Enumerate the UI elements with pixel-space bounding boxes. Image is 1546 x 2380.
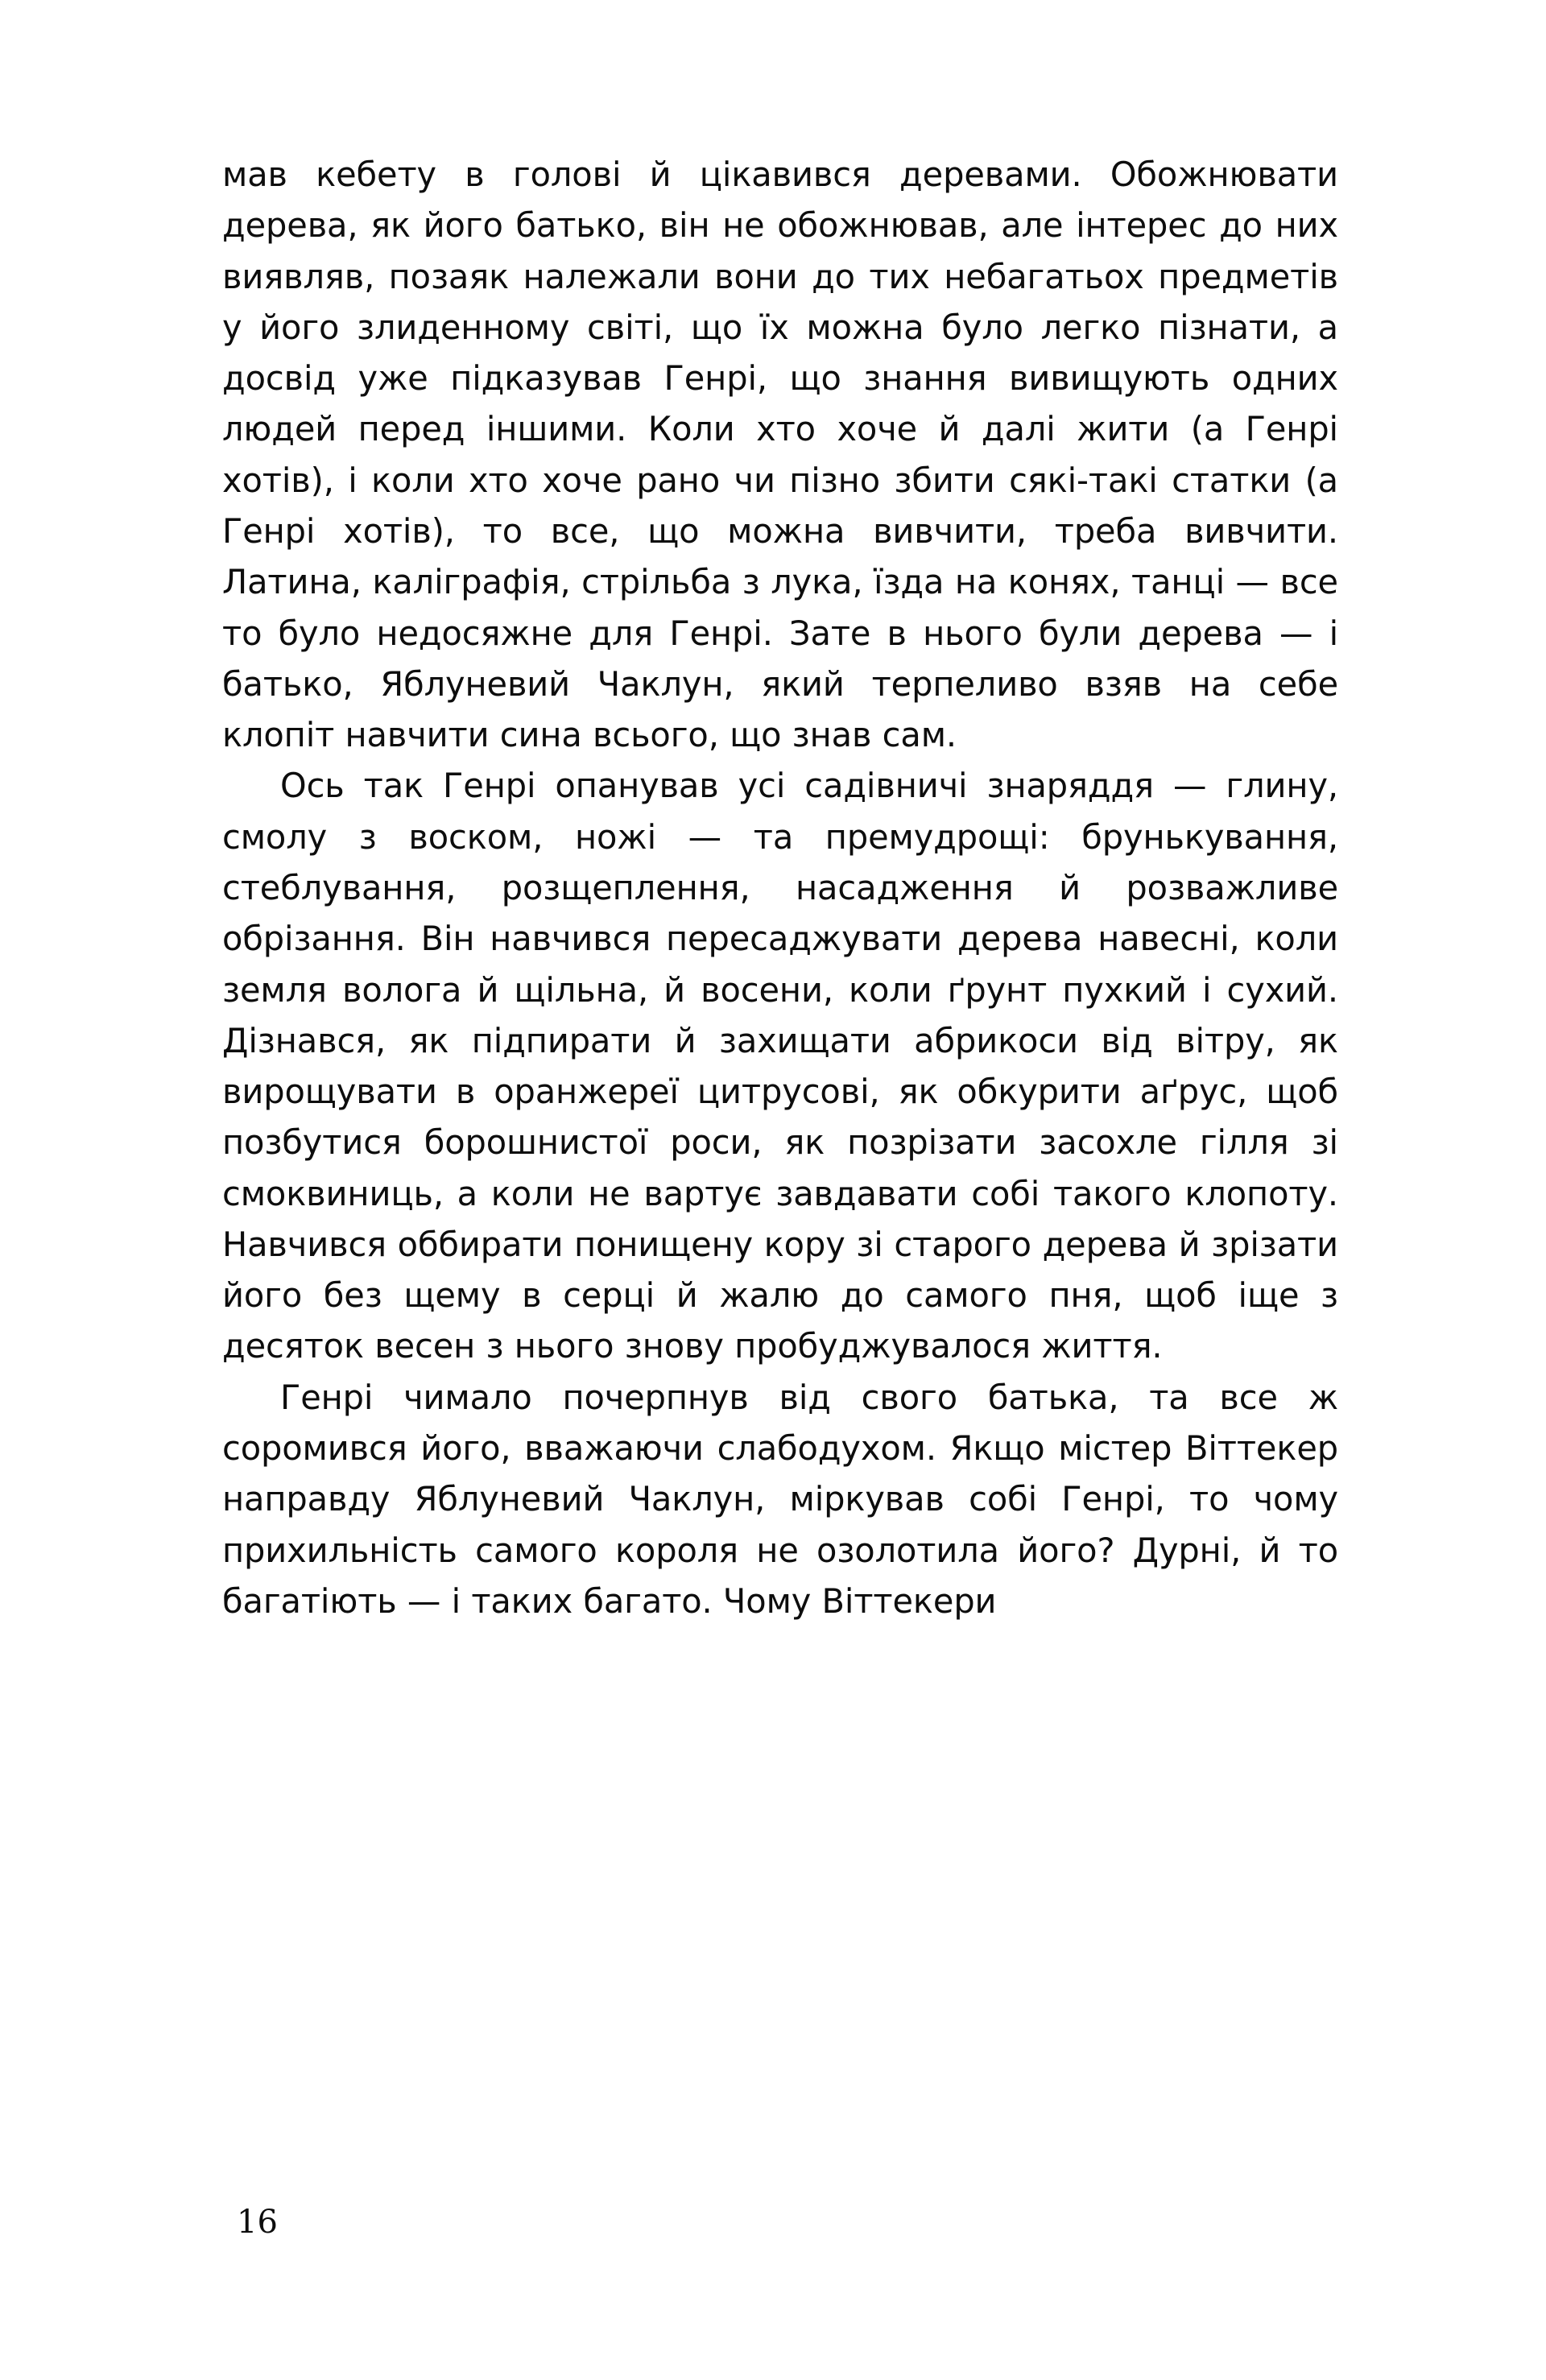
paragraph: Генрі чимало почерпнув від свого батька, та все ж соромився його, вважаючи слабодухом. Якщо містер Віттекер направду Яблуневий Чаклун, міркував собі Генрі, то чому прихильність самого короля не озолотила його? Дурні, й то багатіють — і таких багато. Чому Віттекери (222, 1377, 1338, 1621)
page-number: 16 (237, 2204, 278, 2241)
paragraph: Ось так Генрі опанував усі садівничі знаряддя — глину, смолу з воском, ножі — та премудрощі: брунькування, стеблування, розщеплення, насадження й розважливе обрізання. Він навчився пересаджувати дерева навесні, коли земля волога й щільна, й восени, коли ґрунт пухкий і сухий. Дізнався, як підпирати й захищати абрикоси від вітру, як вирощувати в оранжереї цитрусові, як обкурити аґрус, щоб позбутися борошнистої роси, як позрізати засохле гілля зі смоквиниць, а коли не вартує завдавати собі такого клопоту. Навчився оббирати понищену кору зі старого дерева й зрізати його без щему в серці й жалю до самого пня, щоб іще з десяток весен з нього знову пробуджувалося життя. (222, 766, 1338, 1366)
paragraph: мав кебету в голові й цікавився деревами. Обожнювати дерева, як його батько, він не обожнював, але інтерес до них виявляв, позаяк належали вони до тих небагатьох предметів у його злиденному світі, що їх можна було легко пізнати, а досвід уже підказував Генрі, що знання вивищують одних людей перед іншими. Коли хто хоче й далі жити (а Генрі хотів), і коли хто хоче рано чи пізно збити сякі-такі статки (а Генрі хотів), то все, що можна вивчити, треба вивчити. Латина, каліграфія, стрільба з лука, їзда на конях, танці — все то було недосяжне для Генрі. Зате в нього були дерева — і батько, Яблуневий Чаклун, який терпеливо взяв на себе клопіт навчити сина всього, що знав сам. (222, 155, 1338, 755)
page-text-body (222, 149, 1338, 1626)
